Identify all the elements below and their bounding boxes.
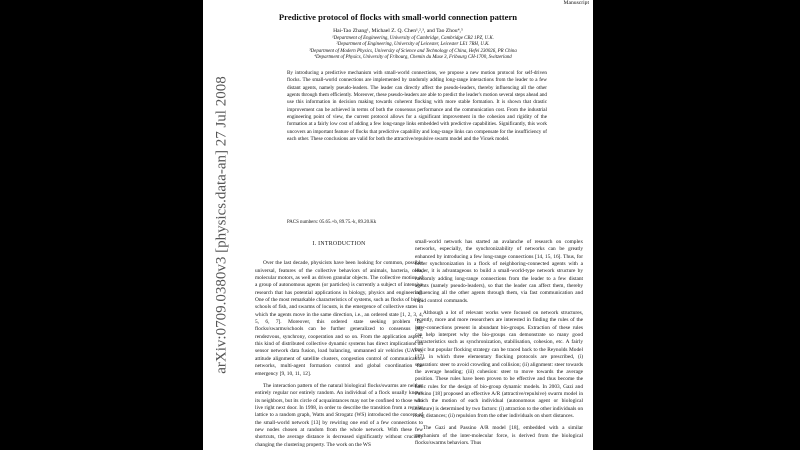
paragraph: The Gazi and Passino A/R model [18], embedded with a similar mechanism of the inter-molecular force, is derived from the biological flocks/swarms behaviors. Thus [415, 425, 583, 446]
section-heading: I. INTRODUCTION [312, 241, 366, 247]
left-column [255, 240, 423, 450]
affiliation: ³Department of Modern Physics, University of Science and Technology of China, Hefei 230026, PR China [309, 48, 517, 54]
arxiv-stamp [203, 0, 242, 450]
affiliations [243, 36, 583, 61]
paragraph: small-world network has started an avalanche of research on complex networks, especially, the synchronizability of networks can be greatly enhanced by introducing a few long-range connections [14, 15, 16]. Thus, for better synchronization in a flock of neighboring-connected agents with a leader, it is advantageous to build a small-world-type network structure by randomly adding long-range connections from the leader to a few distant agents (namely pseudo-leaders), so that the leader can affect them, thereby influencing all the other agents through them, via fast communication and rapid control commands. [415, 239, 583, 304]
paragraph: Over the last decade, physicists have been looking for common, possibly universal, features of the collective behaviors of animals, bacteria, cells, molecular motors, as well as driven granular objects. The collective motion of a group of autonomous agents (or particles) is currently a subject of intensive research that has potential applications in biology, physics and engineering. One of the most remarkable characteristics of systems, such as flocks of birds, schools of fish, and swarms of locusts, is the emergence of collective states in which the agents move in the same direction, i.e., an ordered state [1, 2, 3, 4, 5, 6, 7]. Moreover, this ordered state seeking problem for flocks/swarms/schools can be further generalized to consensus [8], rendezvous, synchrony, cooperation and so on. From the application aspect, this kind of distributed collective dynamic systems has direct implications on sensor network data fusion, load balancing, unmanned air vehicles (UAVs), attitude alignment of satellite clusters, congestion control of communication networks, multi-agent formation control and global coordination for emergency [9, 10, 11, 12]. [255, 260, 423, 377]
paragraph: Although a lot of relevant works were focused on network structures, recently, more and more researchers are interested in finding the rules of the inter-connections present in abundant bio-groups. Extraction of these rules can help interpret why the bio-groups can demonstrate so many good characteristics such as synchronization, stabilisation, cohesion, etc. A fairly basic but popular flocking strategy can be traced back to the Reynolds Model [17], in which three elementary flocking protocols are prescribed, (i) separation: steer to avoid crowding and collision; (ii) alignment: steer towards the average heading; (iii) cohesion: steer to move towards the average position. These rules have been proven to be effective and thus become the basic rules for the design of bio-group dynamic models. In 2003, Gazi and Passino [18] proposed an effective A/R (attractive/repulsive) swarm model in which the motion of each individual (autonomous agent or biological creature) is determined by two factors: (i) attraction to the other individuals on long distances; (ii) repulsion from the other individuals on short distances. [415, 310, 583, 419]
paragraph: The interaction pattern of the natural biological flocks/swarms are neither entirely regular nor entirely random. An individual of a flock usually knows its neighbors, but its circle of acquaintances may not be confined to those who live right next door. In 1998, in order to describe the transition from a regular lattice to a random graph, Watts and Strogatz (WS) introduced the concept of the small-world network [13] by rewiring one end of a few connections to new nodes chosen at random from the whole network. With these few shortcuts, the average distance is decreased significantly without crucially changing the clustering property. The work on the WS [255, 382, 423, 448]
arxiv-id: arXiv:0709.0380v3 [physics.data-an] 27 Jul 2008 [213, 76, 230, 374]
affiliation: ⁴Department of Physics, University of Fribourg, Chemin du Muse 3, Fribourg CH-1700, Switzerland [314, 54, 512, 60]
abstract: By introducing a predictive mechanism with small-world connections, we propose a new motion protocol for self-driven flocks. The small-world connections are implemented by randomly adding long-range interactions from the leader to a few distant agents, namely pseudo-leaders. The leader can directly affect the pseudo-leaders, thereby influencing all the other agents through them efficiently. Moreover, these pseudo-leaders are able to predict the leader's motion several steps ahead and use this information in decision making towards coherent flocking with more stable formation. It is shown that drastic improvement can be achieved in terms of both the consensus performance and the communication cost. From the industrial engineering point of view, the current protocol allows for a significant improvement in the cohesion and rigidity of the formation at a fairly low cost of adding a few long-range links embedded with predictive capabilities. Significantly, this work uncovers an important feature of flocks that predictive capability and long-range links can compensate for the insufficiency of each other. These conclusions are valid for both the attractive/repulsive swarm model and the Vicsek model. [287, 70, 547, 143]
right-column [415, 239, 583, 450]
running-head: Manuscript [563, 0, 589, 6]
affiliation: ¹Department of Engineering, University of Cambridge, Cambridge CB2 1PZ, U.K. [332, 36, 494, 41]
pacs-numbers: PACS numbers: 05.65.+b, 89.75.-k, 89.20.Kk [287, 220, 377, 225]
paper-title: Predictive protocol of flocks with small-world connection pattern [278, 12, 518, 22]
author-list: Hai-Tao Zhang¹, Michael Z. Q. Chen¹,²,³, and Tao Zhou⁴,⁵ [333, 28, 463, 34]
paper-page [203, 0, 593, 450]
affiliation: ²Department of Engineering, University of Leicester, Leicester LE1 7RH, U.K. [336, 42, 490, 48]
